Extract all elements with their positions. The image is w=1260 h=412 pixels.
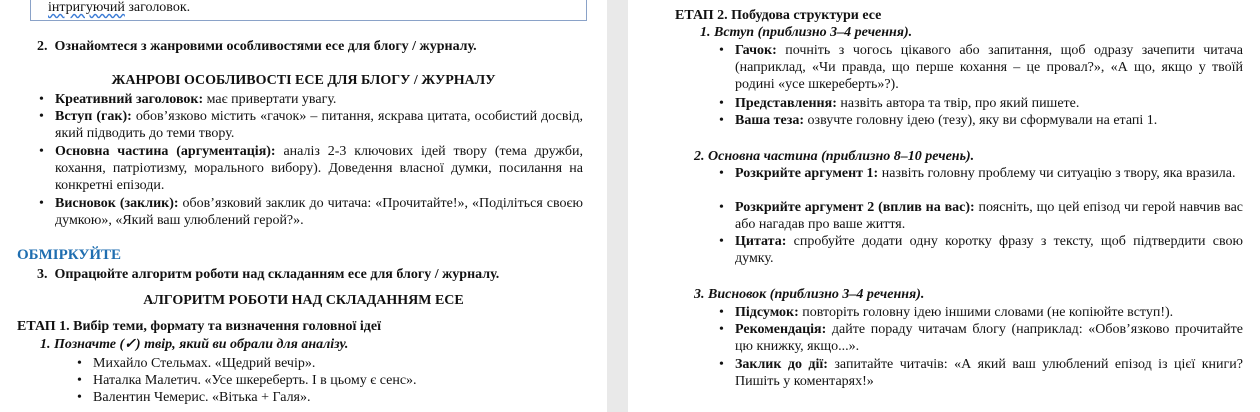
main-part-item: • Розкрийте аргумент 1: назвіть головну проблему чи ситуацію з твору, яка вразила.	[735, 165, 1243, 182]
main-part-item: • Розкрийте аргумент 2 (вплив на вас): поясніть, що цей епізод чи герой навчив вас або нагадав про ваше життя.	[735, 199, 1243, 233]
stage-1-subtitle: 1. Позначте (✓) твір, який ви обрали для аналізу.	[40, 337, 349, 352]
feature-item: • Основна частина (аргументація): аналіз 2-3 ключових ідей твору (тема дружби, кохання, патріотизму, морального вибору). Доведення власної думки, посилання на конкретні епізоди.	[55, 143, 583, 194]
intro-item: • Ваша теза: озвучте головну ідею (тезу), яку ви сформували на етапі 1.	[735, 112, 1243, 129]
box-text: інтригуючий заголовок.	[48, 0, 191, 15]
conclusion-item: • Підсумок: повторіть головну ідею іншими словами (не копіюйте вступ!).	[735, 304, 1243, 321]
feature-item: • Креативний заголовок: має привертати увагу.	[55, 91, 583, 108]
main-part-title: 2. Основна частина (приблизно 8–10 речень).	[694, 149, 975, 164]
work-option[interactable]: • Наталка Малетич. «Усе шкереберть. І в цьому є сенс».	[93, 372, 417, 389]
heading-features: ЖАНРОВІ ОСОБЛИВОСТІ ЕСЕ ДЛЯ БЛОГУ / ЖУРНАЛУ	[111, 73, 496, 88]
feature-item: • Вступ (гак): обов’язково містить «гачок» – питання, яскрава цитата, особистий досвід, який підводить до теми твору.	[55, 108, 583, 142]
conclusion-title: 3. Висновок (приблизно 3–4 речення).	[694, 287, 925, 302]
document-page-left	[0, 0, 607, 412]
intro-item: • Гачок: почніть з чогось цікавого або запитання, щоб одразу зачепити читача (наприклад, «Чи правда, що перше кохання – це провал?», «А що, якщо у твоїй родині «усе шкереберть»?).	[735, 42, 1243, 93]
conclusion-item: • Заклик до дії: запитайте читачів: «А який ваш улюблений епізод із цієї книги? Пишіть у коментарях!»	[735, 356, 1243, 390]
main-part-item: • Цитата: спробуйте додати одну коротку фразу з тексту, щоб підтвердити свою думку.	[735, 233, 1243, 267]
task-2: 2. Ознайомтеся з жанровими особливостями есе для блогу / журналу.	[37, 39, 477, 54]
feature-item: • Висновок (заклик): обов’язковий заклик до читача: «Прочитайте!», «Поділіться своєю думкою», «Який ваш улюблений герой?».	[55, 195, 583, 229]
document-page-right	[628, 0, 1260, 412]
stage-2-title: ЕТАП 2. Побудова структури есе	[675, 8, 882, 23]
reflect-heading: ОБМІРКУЙТЕ	[17, 247, 122, 263]
intro-item: • Представлення: назвіть автора та твір, про який пишете.	[735, 95, 1243, 112]
stage-1-title: ЕТАП 1. Вибір теми, формату та визначення головної ідеї	[17, 319, 381, 334]
conclusion-item: • Рекомендація: дайте пораду читачам блогу (наприклад: «Обов’язково прочитайте цю книжку, якщо...».	[735, 321, 1243, 355]
heading-algorithm: АЛГОРИТМ РОБОТИ НАД СКЛАДАННЯМ ЕСЕ	[143, 293, 464, 308]
intro-title: 1. Вступ (приблизно 3–4 речення).	[700, 25, 913, 40]
task-3: 3. Опрацюйте алгоритм роботи над складанням есе для блогу / журналу.	[37, 267, 500, 282]
work-option[interactable]: • Михайло Стельмах. «Щедрий вечір».	[93, 355, 315, 372]
page-gap	[607, 0, 628, 412]
work-option[interactable]: • Валентин Чемерис. «Вітька + Галя».	[93, 389, 311, 406]
